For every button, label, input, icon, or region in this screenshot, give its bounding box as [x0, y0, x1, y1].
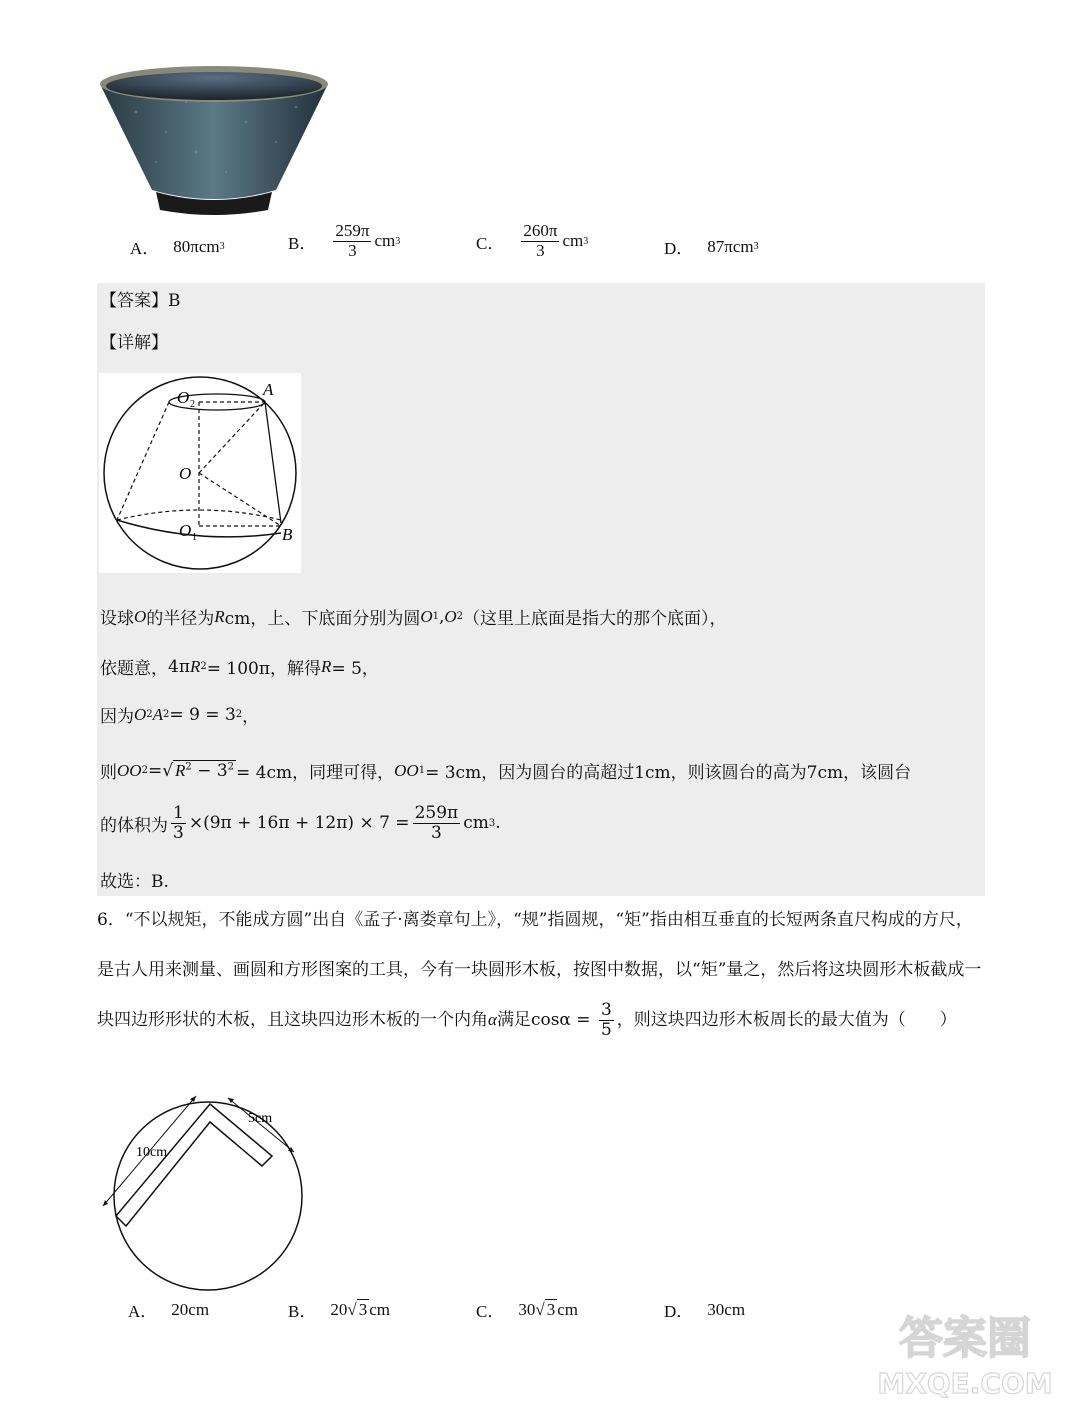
option-a: A． 80πcm 3 — [130, 236, 225, 258]
label-b: B — [282, 525, 293, 544]
solution-line-2: 依题意， 4π R 2 = 100π，解得 R = 5， — [100, 656, 379, 679]
label-o1-sub: 1 — [192, 532, 197, 543]
answer-tag: 【答案】B — [100, 291, 181, 311]
solution-choice: 故选：B. — [100, 872, 169, 892]
watermark-bottom: MXQE.COM — [877, 1367, 1053, 1400]
option-b: B． 20 √ 3 cm — [288, 1299, 390, 1321]
bowl-photo — [96, 62, 332, 218]
fraction: $\frac{3}{5}$ — [600, 1000, 612, 1040]
label-a: A — [263, 380, 274, 399]
circle-square-figure — [96, 1092, 316, 1292]
label-5cm: 5cm — [248, 1111, 273, 1126]
fraction: $\frac{259\pi}{3}$ — [414, 803, 459, 843]
sphere-frustum-figure — [99, 373, 301, 573]
option-d: D． 87πcm 3 — [664, 236, 759, 258]
question-6-text: 6．“不以规矩，不能成方圆”出自《孟子·离娄章句上》，“规”指圆规，“矩”指由相互垂直的长短两条直尺构成的方尺，是古人用来测量、画圆和方形图案的工具，今有一块圆形木板，按图中数据，以“矩”量之，然后将这块圆形木板截成一块四边形形状的木板，且这块四边形木板的一个内角α满足cosα = $\frac{3}{5}$ ，则这块四边形木板周长的最大值为（ ） — [97, 910, 982, 1040]
solution-line-3: 因为 O 2 A 2 = 9 = 3 2 ， — [100, 704, 260, 727]
solution-line-5: 的体积为 $\frac{1}{3}$ ×(9π + 16π + 12π) × 7 = $\frac{259\pi}{3}$ cm 3 . — [100, 803, 501, 843]
option-b: B． $\frac{259\pi}{3}$ cm 3 — [288, 221, 401, 260]
label-o2-sub: 2 — [190, 399, 195, 410]
watermark-logo — [870, 1301, 1060, 1401]
detail-tag: 【详解】 — [100, 333, 168, 353]
solution-line-4: 则 OO 2 = √ $R^2 - 3^2$ = 4cm，同理可得， OO 1 = 3cm，因为圆台的高超过1cm，则该圆台的高为7cm，该圆台 — [100, 760, 912, 783]
label-o1: O — [179, 521, 192, 540]
fraction: $\frac{259\pi}{3}$ — [335, 221, 370, 260]
solution-line-1: 设球 O 的半径为 R cm，上、下底面分别为圆 O 1 , O 2 （这里上底面是指大的那个底面）， — [100, 606, 727, 629]
watermark-top: 答案圈 — [899, 1313, 1031, 1364]
fraction: $\frac{260\pi}{3}$ — [523, 221, 558, 260]
option-d: D． 30cm — [664, 1299, 746, 1321]
label-10cm: 10cm — [136, 1145, 168, 1160]
option-c: C． $\frac{260\pi}{3}$ cm 3 — [476, 221, 589, 260]
fraction: $\frac{1}{3}$ — [173, 803, 184, 843]
sqrt-expression: √ $R^2 - 3^2$ — [162, 761, 235, 781]
label-o: O — [179, 464, 192, 483]
option-a: A． 20cm — [128, 1299, 210, 1321]
label-o2: O — [177, 388, 190, 407]
option-c: C． 30 √ 3 cm — [476, 1299, 578, 1321]
